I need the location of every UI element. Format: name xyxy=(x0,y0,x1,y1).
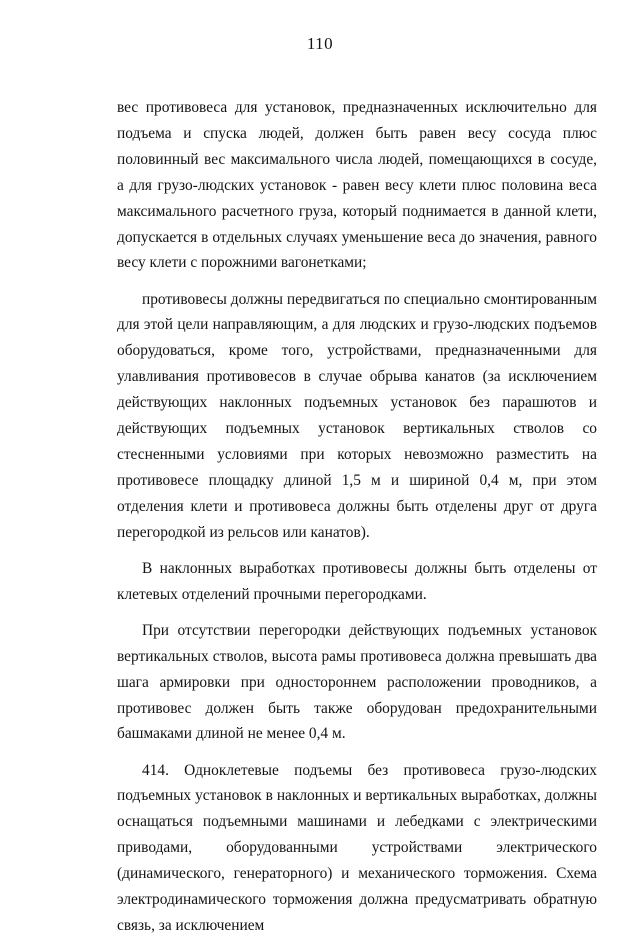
paragraph-counterweight-guides: противовесы должны передвигаться по специально смонтированным для этой цели направляющим, а для людских и грузо-людских подъемов оборудоваться, кроме того, устройствами, предназначенными для улавливания противовесов в случае обрыва канатов (за исключением действующих наклонных подъемных установок без парашютов и действующих подъемных установок вертикальных стволов со стесненными условиями при которых невозможно разместить на противовесе площадку длиной 1,5 м и шириной 0,4 м, при этом отделения клети и противовеса должны быть отделены друг от друга перегородкой из рельсов или канатов). xyxy=(117,290,597,541)
paragraph-no-partition: При отсутствии перегородки действующих подъемных установок вертикальных стволов, высота рамы противовеса должна превышать два шага армировки при одностороннем расположении проводников, а противовес должен быть также оборудован предохранительными башмаками длиной не менее 0,4 м. xyxy=(117,621,597,743)
paragraph-inclined-workings: В наклонных выработках противовесы должны быть отделены от клетевых отделений прочными перегородками. xyxy=(117,559,597,603)
page-number: 110 xyxy=(306,34,334,53)
paragraph-counterweight-weight: вес противовеса для установок, предназначенных исключительно для подъема и спуска людей, должен быть равен весу сосуда плюс половинный вес максимального числа людей, помещающихся в сосуде, а для грузо-людских установок - равен весу клети плюс половина веса максимального расчетного груза, который поднимается в данной клети, допускается в отдельных случаях уменьшение веса до значения, равного весу клети с порожними вагонетками; xyxy=(117,99,597,272)
paragraph-414: 414. Одноклетевые подъемы без противовеса грузо-людских подъемных установок в наклонных и вертикальных выработках, должны оснащаться подъемными машинами и лебедками с электрическими приводами, оборудованными устройствами электрического (динамического, генераторного) и механического торможения. Схема электродинамического торможения должна предусматривать обратную связь, за исключением xyxy=(117,761,597,934)
body-text xyxy=(117,95,597,939)
